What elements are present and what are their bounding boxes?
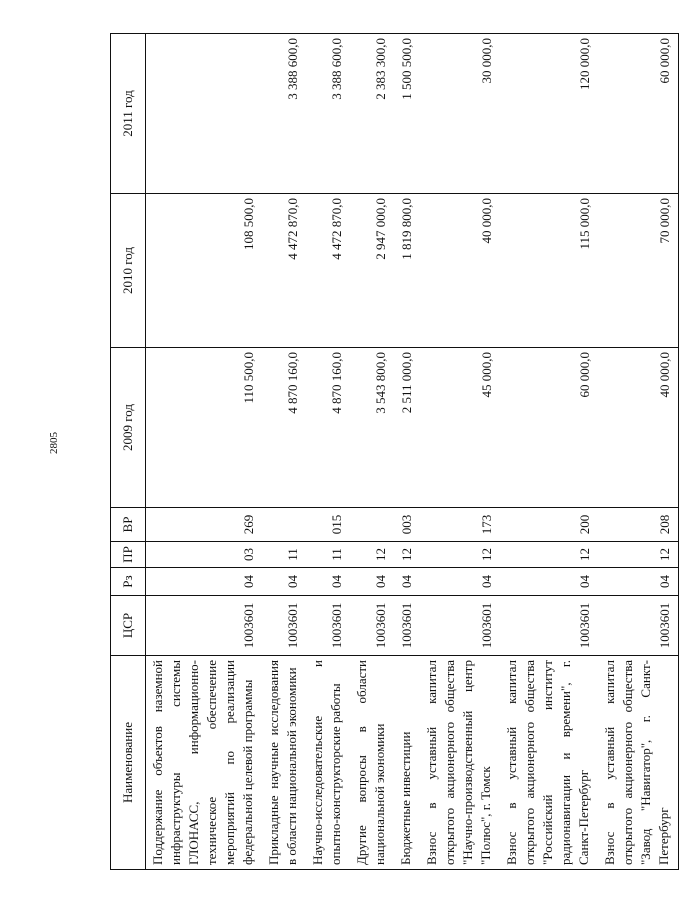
row-vr: 269 bbox=[146, 508, 263, 542]
row-pr: 12 bbox=[420, 542, 500, 568]
row-2011: 120 000,0 bbox=[500, 34, 598, 194]
header-2010: 2010 год bbox=[111, 194, 146, 348]
row-rz: 04 bbox=[306, 568, 350, 596]
row-csr: 1003601 bbox=[598, 596, 679, 656]
row-2009: 45 000,0 bbox=[420, 348, 500, 508]
row-rz: 04 bbox=[146, 568, 263, 596]
row-2011: 3 388 600,0 bbox=[306, 34, 350, 194]
row-2010: 40 000,0 bbox=[420, 194, 500, 348]
header-vr: ВР bbox=[111, 508, 146, 542]
row-2010: 1 819 800,0 bbox=[394, 194, 420, 348]
row-2010: 2 947 000,0 bbox=[350, 194, 394, 348]
row-name: Бюджетные инвестиции bbox=[394, 656, 420, 870]
row-2010: 70 000,0 bbox=[598, 194, 679, 348]
row-name: Взнос в уставный капитал открытого акционерного общества "Завод "Навигатор", г. Санкт-Петербург bbox=[598, 656, 679, 870]
row-2009: 3 543 800,0 bbox=[350, 348, 394, 508]
row-2011: 1 500 500,0 bbox=[394, 34, 420, 194]
row-vr: 208 bbox=[598, 508, 679, 542]
table-row bbox=[394, 34, 420, 870]
table-row bbox=[598, 34, 679, 870]
row-vr: 173 bbox=[420, 508, 500, 542]
table-row bbox=[500, 34, 598, 870]
row-2011: 2 383 300,0 bbox=[350, 34, 394, 194]
table-row bbox=[146, 34, 263, 870]
row-rz: 04 bbox=[350, 568, 394, 596]
row-csr: 1003601 bbox=[306, 596, 350, 656]
row-vr: 015 bbox=[306, 508, 350, 542]
row-name: Научно-исследовательские и опытно-конструкторские работы bbox=[306, 656, 350, 870]
table-row bbox=[306, 34, 350, 870]
row-vr: 200 bbox=[500, 508, 598, 542]
row-rz: 04 bbox=[420, 568, 500, 596]
row-name: Взнос в уставный капитал открытого акционерного общества "Российский институт радионавигации и времени", г. Санкт-Петербург bbox=[500, 656, 598, 870]
row-2009: 60 000,0 bbox=[500, 348, 598, 508]
row-2011: 60 000,0 bbox=[598, 34, 679, 194]
row-2010: 4 472 870,0 bbox=[306, 194, 350, 348]
header-rz: Рз bbox=[111, 568, 146, 596]
header-name: Наименование bbox=[111, 656, 146, 870]
table-row bbox=[262, 34, 306, 870]
row-vr bbox=[262, 508, 306, 542]
row-rz: 04 bbox=[394, 568, 420, 596]
row-csr: 1003601 bbox=[350, 596, 394, 656]
rotated-table-area bbox=[110, 34, 672, 870]
header-2011: 2011 год bbox=[111, 34, 146, 194]
budget-table bbox=[110, 33, 679, 870]
row-rz: 04 bbox=[500, 568, 598, 596]
row-rz: 04 bbox=[262, 568, 306, 596]
row-2011: 30 000,0 bbox=[420, 34, 500, 194]
row-pr: 12 bbox=[394, 542, 420, 568]
row-csr: 1003601 bbox=[394, 596, 420, 656]
row-2011: 3 388 600,0 bbox=[262, 34, 306, 194]
row-2011 bbox=[146, 34, 263, 194]
header-pr: ПР bbox=[111, 542, 146, 568]
row-pr: 12 bbox=[350, 542, 394, 568]
row-rz: 04 bbox=[598, 568, 679, 596]
row-pr: 12 bbox=[598, 542, 679, 568]
row-2010: 108 500,0 bbox=[146, 194, 263, 348]
row-csr: 1003601 bbox=[500, 596, 598, 656]
row-csr: 1003601 bbox=[146, 596, 263, 656]
row-name: Взнос в уставный капитал открытого акционерного общества "Научно-производственный центр "Полюс", г. Томск bbox=[420, 656, 500, 870]
table-rotation-frame bbox=[110, 34, 672, 870]
row-2010: 115 000,0 bbox=[500, 194, 598, 348]
header-csr: ЦСР bbox=[111, 596, 146, 656]
row-name: Поддержание объектов наземной инфраструктуры системы ГЛОНАСС, информационно-техническое обеспечение мероприятий по реализации федеральной целевой программы bbox=[146, 656, 263, 870]
row-csr: 1003601 bbox=[262, 596, 306, 656]
row-name: Другие вопросы в области национальной экономики bbox=[350, 656, 394, 870]
row-2010: 4 472 870,0 bbox=[262, 194, 306, 348]
table-row bbox=[420, 34, 500, 870]
page-number: 2805 bbox=[48, 432, 60, 454]
row-vr bbox=[350, 508, 394, 542]
row-2009: 40 000,0 bbox=[598, 348, 679, 508]
row-pr: 11 bbox=[306, 542, 350, 568]
row-2009: 4 870 160,0 bbox=[306, 348, 350, 508]
row-name: Прикладные научные исследования в области национальной экономики bbox=[262, 656, 306, 870]
row-pr: 11 bbox=[262, 542, 306, 568]
table-row bbox=[350, 34, 394, 870]
row-2009: 110 500,0 bbox=[146, 348, 263, 508]
header-2009: 2009 год bbox=[111, 348, 146, 508]
table-header-row bbox=[111, 34, 146, 870]
row-pr: 03 bbox=[146, 542, 263, 568]
row-2009: 4 870 160,0 bbox=[262, 348, 306, 508]
row-2009: 2 511 000,0 bbox=[394, 348, 420, 508]
row-pr: 12 bbox=[500, 542, 598, 568]
row-vr: 003 bbox=[394, 508, 420, 542]
row-csr: 1003601 bbox=[420, 596, 500, 656]
